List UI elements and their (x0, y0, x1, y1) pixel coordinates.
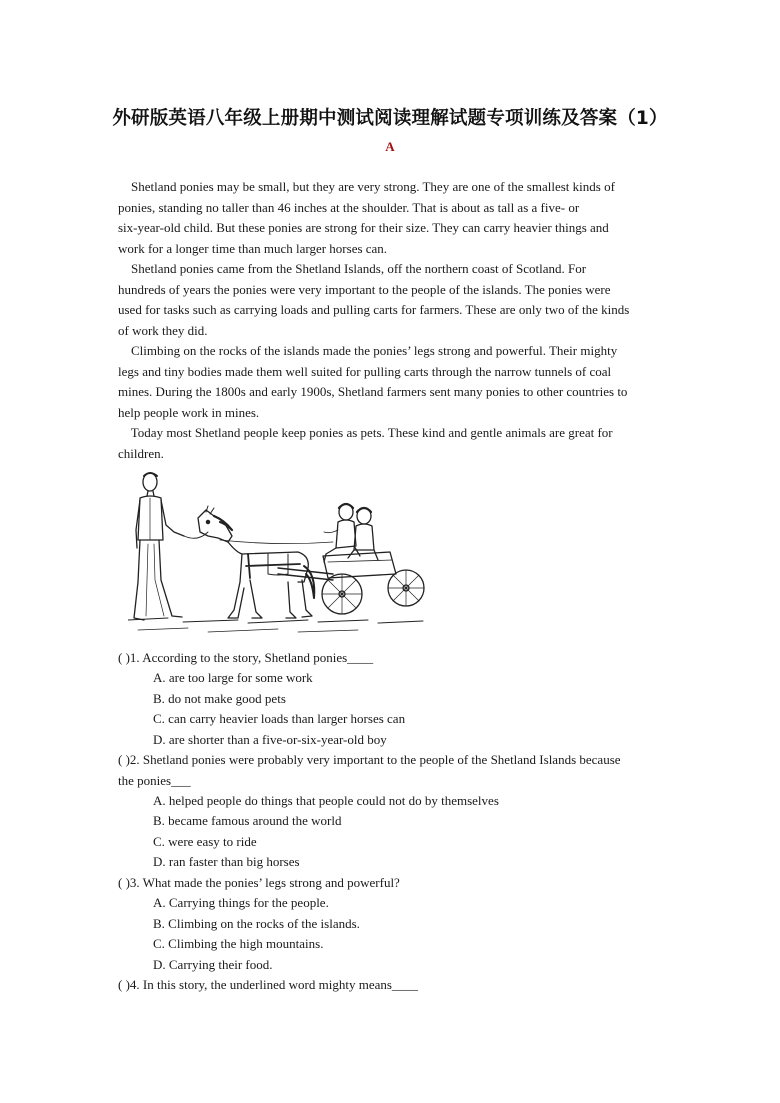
reading-passage (118, 177, 664, 464)
passage-line: used for tasks such as carrying loads and pulling carts for farmers. These are only two of the kinds (118, 302, 630, 317)
passage-line: work for a longer time than much larger horses can. (118, 240, 388, 256)
question-1-stem: ( )1. According to the story, Shetland ponies____ (118, 650, 374, 665)
question-1-option-b: B. do not make good pets (153, 691, 286, 706)
pony-cart-illustration (128, 470, 428, 640)
question-2-option-d: D. ran faster than big horses (153, 854, 300, 869)
passage-line: help people work in mines. (118, 404, 260, 420)
passage-line: Climbing on the rocks of the islands made the ponies’ legs strong and powerful. Their mighty (118, 343, 618, 358)
passage-line: Shetland ponies came from the Shetland Islands, off the northern coast of Scotland. For (118, 261, 587, 276)
section-label: A (385, 139, 395, 154)
question-1-option-c: C. can carry heavier loads than larger horses can (153, 711, 406, 726)
passage-line: children. (118, 445, 164, 461)
question-2-option-c: C. were easy to ride (153, 834, 257, 849)
question-3-option-d: D. Carrying their food. (153, 957, 273, 972)
passage-line: Shetland ponies may be small, but they are very strong. They are one of the smallest kinds of (118, 179, 615, 194)
question-4-stem: ( )4. In this story, the underlined word mighty means____ (118, 977, 418, 992)
passage-line: Today most Shetland people keep ponies as pets. These kind and gentle animals are great for (118, 425, 613, 440)
question-3-option-c: C. Climbing the high mountains. (153, 936, 324, 951)
page-title: 外研版英语八年级上册期中测试阅读理解试题专项训练及答案（1） (112, 108, 668, 129)
passage-line: mines. During the 1800s and early 1900s, Shetland farmers sent many ponies to other countries to (118, 384, 628, 399)
passage-line: hundreds of years the ponies were very important to the people of the islands. The ponies were (118, 281, 611, 297)
question-2-option-a: A. helped people do things that people could not do by themselves (153, 793, 499, 808)
question-3-option-a: A. Carrying things for the people. (153, 895, 329, 910)
question-3-stem: ( )3. What made the ponies’ legs strong and powerful? (118, 875, 400, 890)
question-3-option-b: B. Climbing on the rocks of the islands. (153, 916, 360, 931)
question-1-option-a: A. are too large for some work (153, 670, 313, 685)
passage-line: ponies, standing no taller than 46 inches at the shoulder. That is about as tall as a five- or (118, 199, 580, 215)
question-2-option-b: B. became famous around the world (153, 813, 342, 828)
passage-line: legs and tiny bodies made them well suited for pulling carts through the narrow tunnels of coal (118, 363, 612, 379)
passage-line: of work they did. (118, 322, 208, 338)
question-2-stem: ( )2. Shetland ponies were probably very important to the people of the Shetland Islands because (118, 752, 621, 767)
question-2-stem-continued: the ponies___ (118, 773, 191, 788)
passage-line: six-year-old child. But these ponies are strong for their size. They can carry heavier things and (118, 220, 609, 235)
question-1-option-d: D. are shorter than a five-or-six-year-old boy (153, 732, 387, 747)
